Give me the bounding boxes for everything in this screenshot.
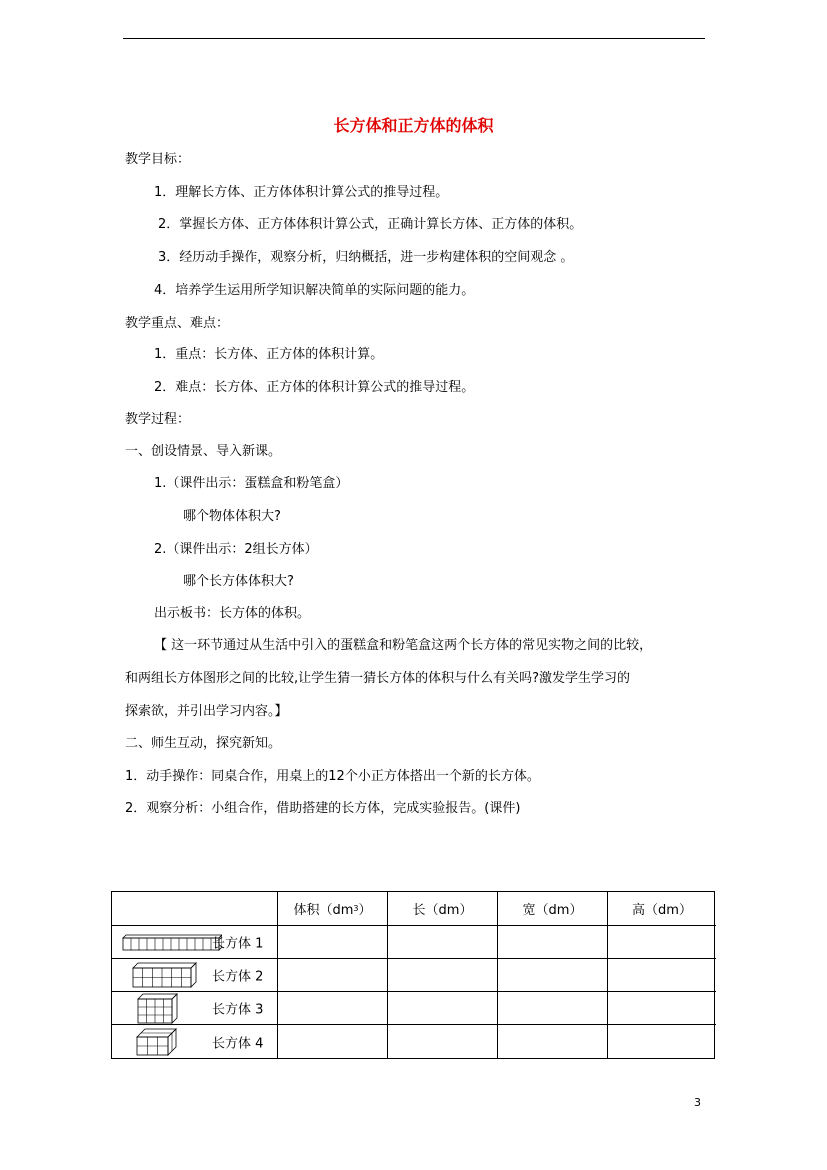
table-cell [608, 1025, 716, 1058]
text-line: 1.（课件出示：蛋糕盒和粉笔盒） [154, 476, 349, 491]
text-line: 1．重点：长方体、正方体的体积计算。 [154, 347, 384, 362]
text-line: 教学目标： [125, 152, 191, 167]
table-cell [498, 992, 608, 1025]
table-cell [278, 992, 388, 1025]
text-line: 哪个物体体积大? [183, 509, 281, 524]
text-line: 1．理解长方体、正方体体积计算公式的推导过程。 [154, 185, 449, 200]
table-cell [498, 1025, 608, 1058]
text-line: 3．经历动手操作，观察分析，归纳概括，进一步构建体积的空间观念 。 [158, 250, 574, 265]
table-row-label [112, 959, 278, 992]
text-line: 教学重点、难点： [125, 316, 230, 331]
cuboid-label: 长方体 2 [212, 969, 264, 985]
table-cell [608, 992, 716, 1025]
cuboid-label: 长方体 3 [212, 1002, 264, 1018]
cuboid-2x3x2-figure [136, 1028, 178, 1056]
text-line: 2．掌握长方体、正方体体积计算公式，正确计算长方体、正方体的体积。 [158, 217, 583, 232]
experiment-table [111, 891, 715, 1059]
table-cell [608, 926, 716, 959]
cuboid-label: 长方体 1 [212, 936, 264, 952]
table-cell [498, 926, 608, 959]
text-line: 出示板书：长方体的体积。 [154, 606, 311, 621]
text-line: 探索欲，并引出学习内容。】 [125, 704, 288, 719]
table-header-volume: 体积（dm 3 ） [278, 892, 388, 926]
table-row-label [112, 1025, 278, 1058]
cuboid-3x4-figure [137, 993, 179, 1024]
table-header-length: 长（dm） [388, 892, 498, 926]
header-rule [123, 38, 705, 39]
text-line: 二、师生互动，探究新知。 [125, 736, 282, 751]
text-line: 2．观察分析：小组合作，借助搭建的长方体，完成实验报告。(课件) [125, 801, 521, 816]
table-cell [278, 959, 388, 992]
text-line: 和两组长方体图形之间的比较,让学生猜一猜长方体的体积与什么有关吗?激发学生学习的 [125, 671, 631, 686]
table-row-label [112, 926, 278, 959]
table-cell [388, 926, 498, 959]
table-cell [278, 926, 388, 959]
table-header-width: 宽（dm） [498, 892, 608, 926]
text-line: 【 这一环节通过从生活中引入的蛋糕盒和粉笔盒这两个长方体的常见实物之间的比较， [154, 638, 653, 653]
text-line: 哪个长方体体积大? [183, 574, 294, 589]
page-number: 3 [694, 1096, 701, 1109]
table-cell [388, 992, 498, 1025]
table-cell [498, 959, 608, 992]
table-cell [278, 1025, 388, 1058]
cuboid-2x6-figure [132, 962, 198, 988]
document-title: 长方体和正方体的体积 [333, 116, 494, 135]
cuboid-1x12-figure [122, 933, 222, 951]
table-row-label [112, 992, 278, 1025]
text-line: 2.（课件出示：2组长方体） [154, 542, 318, 557]
table-header-blank [112, 892, 278, 926]
text-line: 4．培养学生运用所学知识解决简单的实际问题的能力。 [154, 283, 475, 298]
cuboid-label: 长方体 4 [212, 1036, 264, 1051]
table-header-height: 高（dm） [608, 892, 716, 926]
text-line: 1．动手操作：同桌合作，用桌上的12个小正方体搭出一个新的长方体。 [125, 769, 540, 784]
table-cell [388, 959, 498, 992]
text-line: 教学过程： [125, 412, 191, 427]
table-cell [608, 959, 716, 992]
text-line: 一、创设情景、导入新课。 [125, 444, 282, 459]
text-line: 2．难点：长方体、正方体的体积计算公式的推导过程。 [154, 380, 475, 395]
table-cell [388, 1025, 498, 1058]
